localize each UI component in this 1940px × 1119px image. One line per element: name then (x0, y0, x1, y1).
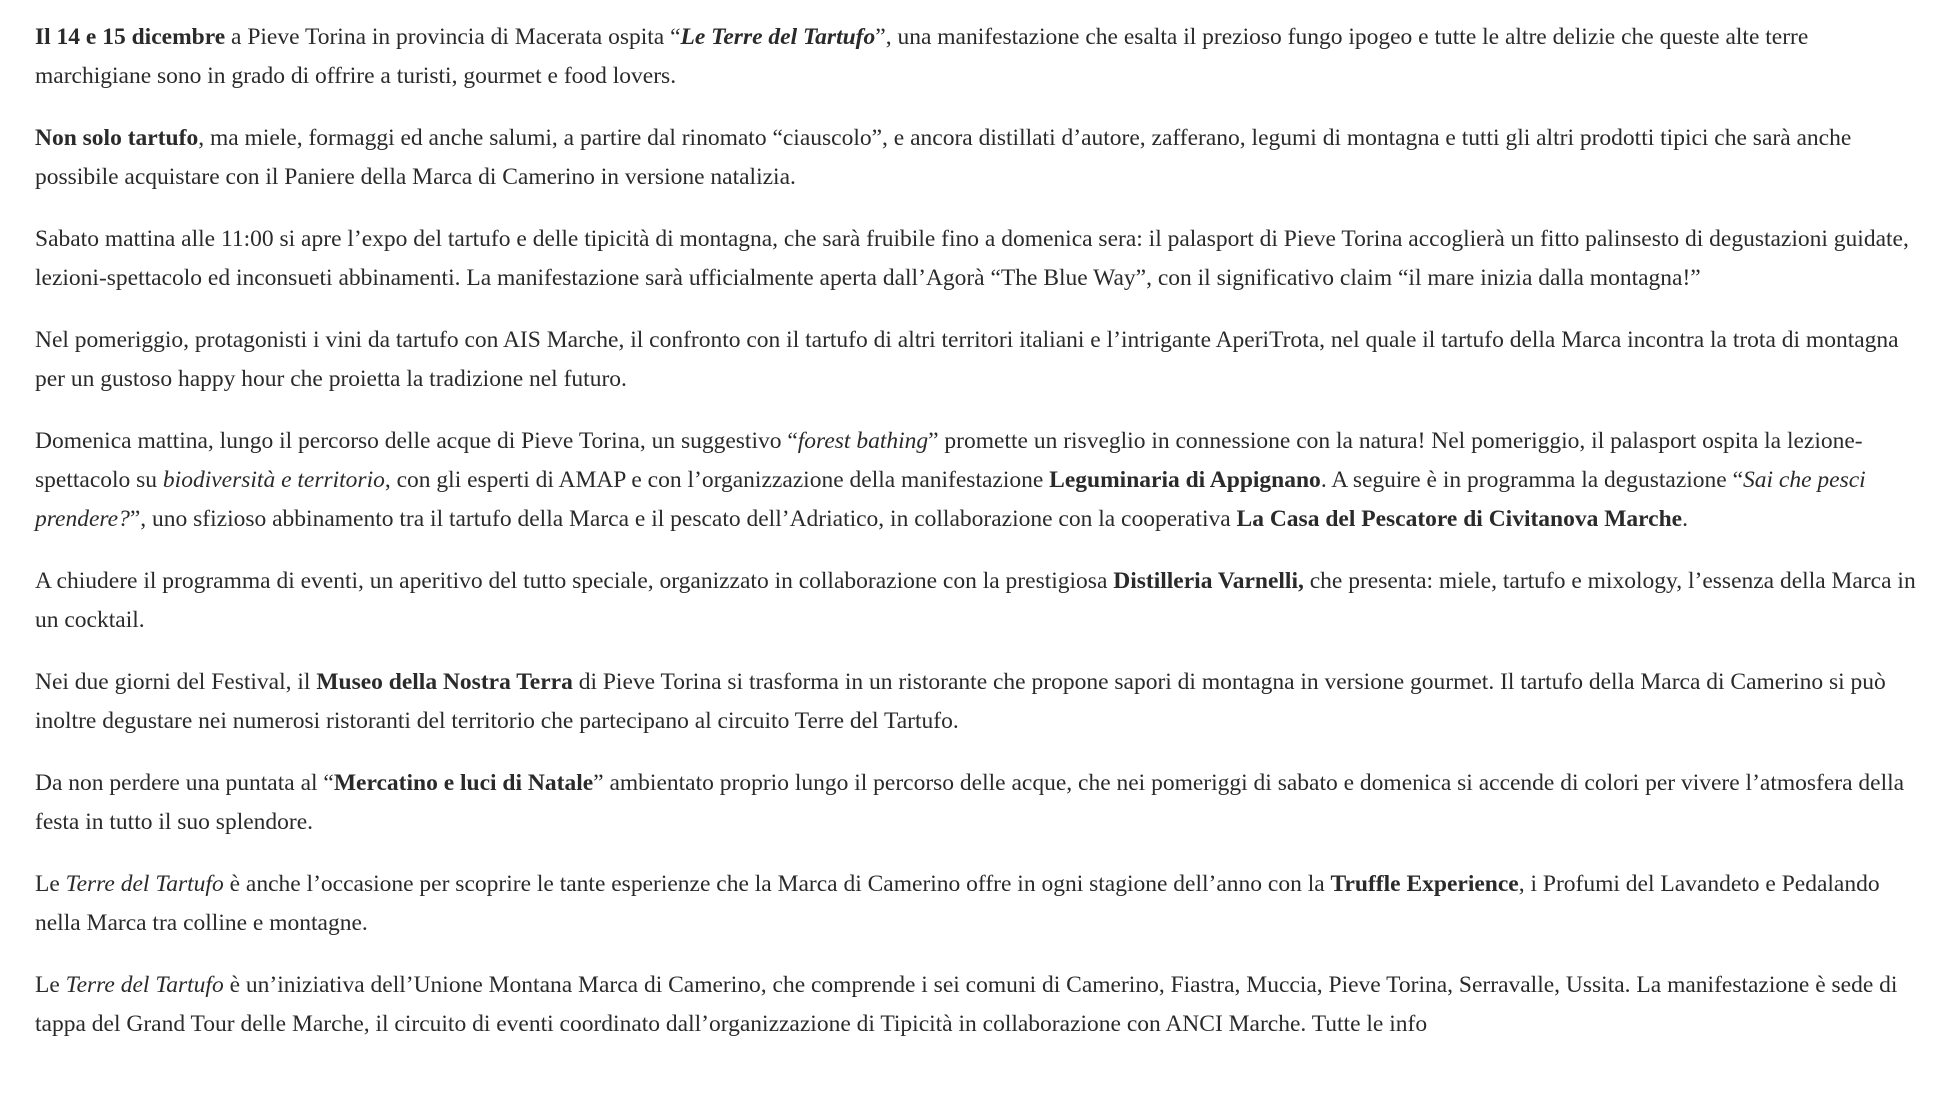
event-title: Le Terre del Tartufo (680, 24, 876, 50)
tasting-title: Sai che pesci prendere? (35, 467, 1866, 532)
paragraph-christmas-market: Da non perdere una puntata al “Mercatino e luci di Natale” ambientato proprio lungo il percorso delle acque, che nei pomeriggi di sabato e domenica si accende di colori per vivere l’atmosfera della festa in tutto il suo splendore. (35, 770, 1905, 835)
paragraph-experiences: Le Terre del Tartufo è anche l’occasione per scoprire le tante esperienze che la Marca di Camerino offre in ogni stagione dell’anno con la Truffle Experience, i Profumi del Lavandeto e Pedalando nella Marca tra colline e montagne. (35, 871, 1880, 936)
paragraph-products: Non solo tartufo, ma miele, formaggi ed anche salumi, a partire dal rinomato “ciauscolo”, e ancora distillati d’autore, zafferano, legumi di montagna e tutti gli altri prodotti tipici che sarà anche possibile acquistare con il Paniere della Marca di Camerino in versione natalizia. (35, 125, 1852, 190)
museum-name: Museo della Nostra Terra (316, 669, 573, 695)
event-name-italic: Terre del Tartufo (65, 871, 224, 897)
event-name-italic: Terre del Tartufo (65, 972, 224, 998)
biodiversity-topic: biodiversità e territorio (162, 467, 385, 493)
christmas-market-name: Mercatino e luci di Natale (333, 770, 594, 796)
paragraph-aperitif: A chiudere il programma di eventi, un aperitivo del tutto speciale, organizzato in collaborazione con la prestigiosa Distilleria Varnelli, che presenta: miele, tartufo e mixology, l’essenza della Marca in un cocktail. (35, 568, 1916, 633)
paragraph-museum: Nei due giorni del Festival, il Museo della Nostra Terra di Pieve Torina si trasforma in un ristorante che propone sapori di montagna in versione gourmet. Il tartufo della Marca di Camerino si può inoltre degustare nei numerosi ristoranti del territorio che partecipano al circuito Terre del Tartufo. (35, 669, 1886, 734)
paragraph-dates: Il 14 e 15 dicembre a Pieve Torina in provincia di Macerata ospita “Le Terre del Tartufo”, una manifestazione che esalta il prezioso fungo ipogeo e tutte le altre delizie che queste alte terre marchigiane sono in grado di offrire a turisti, gourmet e food lovers. (35, 24, 1809, 89)
forest-bathing: forest bathing (797, 428, 929, 454)
paragraph-organizers: Le Terre del Tartufo è un’iniziativa dell’Unione Montana Marca di Camerino, che comprende i sei comuni di Camerino, Fiastra, Muccia, Pieve Torina, Serravalle, Ussita. La manifestazione è sede di tappa del Grand Tour delle Marche, il circuito di eventi coordinato dall’organizzazione di Tipicità in collaborazione con ANCI Marche. Tutte le info (35, 972, 1898, 1037)
highlight-non-solo-tartufo: Non solo tartufo (35, 125, 199, 151)
article-body (35, 18, 1925, 1044)
cooperative-name: La Casa del Pescatore di Civitanova Marche (1236, 506, 1683, 532)
leguminaria-name: Leguminaria di Appignano (1049, 467, 1321, 493)
paragraph-sunday: Domenica mattina, lungo il percorso delle acque di Pieve Torina, un suggestivo “forest bathing” promette un risveglio in connessione con la natura! Nel pomeriggio, il palasport ospita la lezione-spettacolo su biodiversità e territorio, con gli esperti di AMAP e con l’organizzazione della manifestazione Leguminaria di Appignano. A seguire è in programma la degustazione “Sai che pesci prendere?”, uno sfizioso abbinamento tra il tartufo della Marca e il pescato dell’Adriatico, in collaborazione con la cooperativa La Casa del Pescatore di Civitanova Marche. (35, 428, 1866, 532)
paragraph-saturday-afternoon: Nel pomeriggio, protagonisti i vini da tartufo con AIS Marche, il confronto con il tartufo di altri territori italiani e l’intrigante AperiTrota, nel quale il tartufo della Marca incontra la trota di montagna per un gustoso happy hour che proietta la tradizione nel futuro. (35, 327, 1899, 392)
paragraph-saturday-morning: Sabato mattina alle 11:00 si apre l’expo del tartufo e delle tipicità di montagna, che sarà fruibile fino a domenica sera: il palasport di Pieve Torina accoglierà un fitto palinsesto di degustazioni guidate, lezioni-spettacolo ed inconsueti abbinamenti. La manifestazione sarà ufficialmente aperta dall’Agorà “The Blue Way”, con il significativo claim “il mare inizia dalla montagna!” (35, 226, 1909, 291)
distillery-name: Distilleria Varnelli, (1113, 568, 1304, 594)
truffle-experience: Truffle Experience (1330, 871, 1519, 897)
event-dates: Il 14 e 15 dicembre (35, 24, 226, 50)
